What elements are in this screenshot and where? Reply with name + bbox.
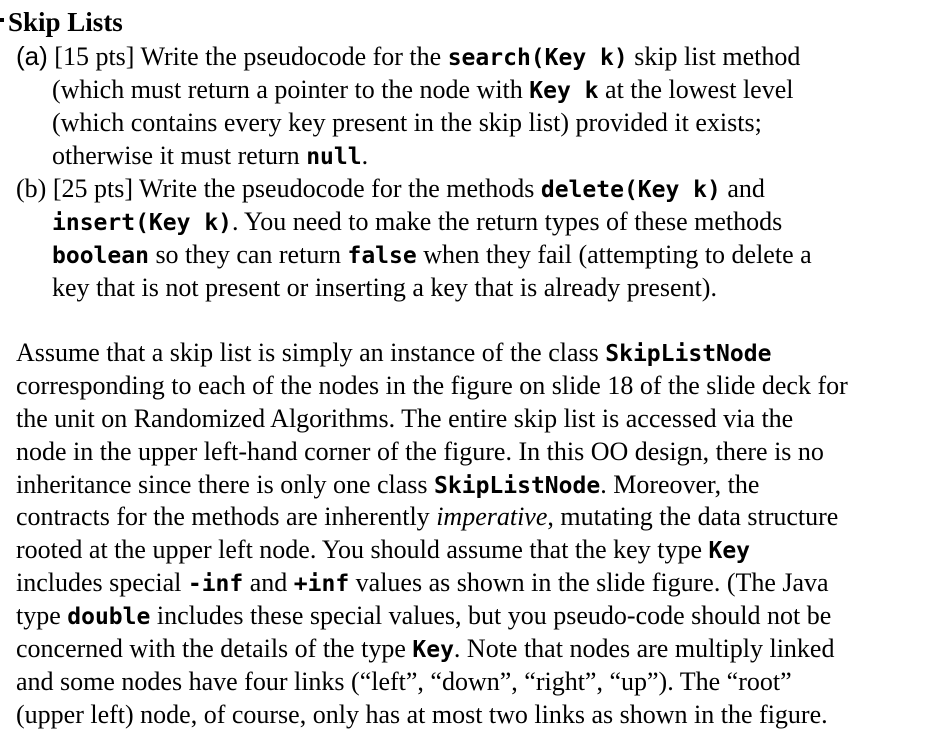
para-line-3: the unit on Randomized Algorithms. The entire skip list is accessed via the: [16, 404, 794, 433]
false-code: false: [347, 243, 417, 269]
para-line-4: node in the upper left-hand corner of the figure. In this OO design, there is no: [16, 437, 824, 466]
double-code: double: [67, 604, 151, 630]
part-a-line-1: (a) [15 pts] Write the pseudocode for the search(Key k) skip list method: [16, 41, 801, 71]
para-line-2: corresponding to each of the nodes in the figure on slide 18 of the slide deck for: [16, 371, 848, 400]
delete-method-code: delete(Key k): [540, 177, 721, 203]
key-type-code: Key: [412, 637, 454, 663]
section-title: Skip Lists: [8, 7, 123, 37]
para-line-6: contracts for the methods are inherently imperative, mutating the data structure: [16, 502, 839, 531]
part-b-line-4: key that is not present or inserting a key that is already present).: [52, 273, 717, 302]
key-k-code: Key k: [529, 78, 599, 104]
para-line-5: inheritance since there is only one class SkipListNode. Moreover, the: [16, 470, 760, 499]
insert-method-code: insert(Key k): [52, 210, 233, 236]
part-b-line-2: insert(Key k). You need to make the return types of these methods: [52, 207, 783, 236]
part-b-line-1: (b) [25 pts] Write the pseudocode for the methods delete(Key k) and: [16, 174, 765, 203]
para-line-7: rooted at the upper left node. You should assume that the key type Key: [16, 535, 751, 564]
para-line-10: concerned with the details of the type Key. Note that nodes are multiply linked: [16, 634, 835, 663]
para-line-8: includes special -inf and +inf values as shown in the slide figure. (The Java: [16, 568, 829, 597]
para-line-1: Assume that a skip list is simply an instance of the class SkipListNode: [16, 338, 772, 367]
skiplistnode-code: SkipListNode: [434, 473, 601, 499]
part-a-line-2: (which must return a pointer to the node with Key k at the lowest level: [52, 75, 794, 104]
neg-inf-code: -inf: [187, 571, 244, 597]
para-line-9: type double includes these special values, but you pseudo-code should not be: [16, 601, 832, 630]
para-line-12: (upper left) node, of course, only has at most two links as shown in the figure.: [16, 700, 828, 729]
part-b-label: (b): [16, 174, 47, 203]
part-a-line-4: otherwise it must return null.: [52, 141, 369, 170]
null-code: null: [306, 144, 362, 170]
pos-inf-code: +inf: [293, 571, 350, 597]
search-method-code: search(Key k): [447, 45, 628, 71]
part-a-line-3: (which contains every key present in the skip list) provided it exists;: [52, 108, 762, 137]
imperative-emphasis: imperative: [436, 502, 548, 531]
para-line-11: and some nodes have four links (“left”, “down”, “right”, “up”). The “root”: [16, 667, 792, 696]
part-a-label: (a): [16, 41, 48, 71]
key-type-code: Key: [708, 538, 751, 564]
part-b-line-3: boolean so they can return false when they fail (attempting to delete a: [52, 240, 812, 269]
margin-mark: [0, 18, 4, 22]
boolean-code: boolean: [52, 243, 149, 269]
skiplistnode-code: SkipListNode: [605, 341, 772, 367]
